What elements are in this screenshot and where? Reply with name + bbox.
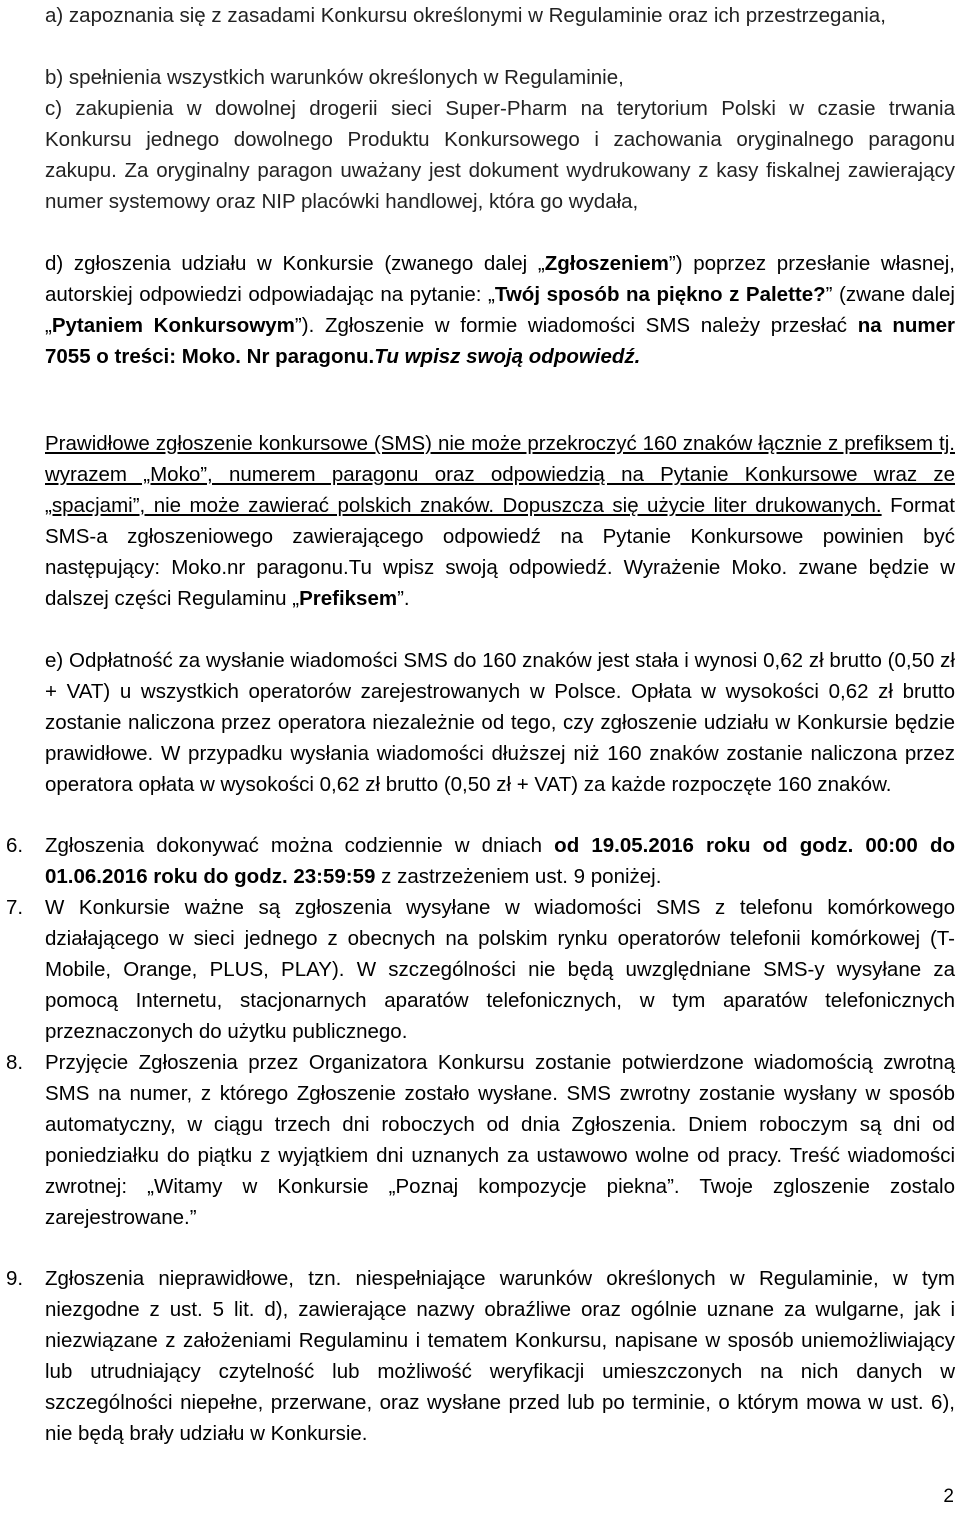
item-7 [45,892,955,1047]
paragraph-sms-text-2: Format SMS-a zgłoszeniowego zawierającego odpowiedź na Pytanie Konkursowe powinien być następujący: Moko.nr paragonu.Tu wpisz swoją odpowiedź. Wyrażenie Moko. zwane będzie w dalszej części Regulaminu „ [45,494,955,610]
item-8 [45,1047,955,1233]
item-6-number: 6. [6,834,24,857]
paragraph-d-bold-number: na numer 7055 o treści: Moko. Nr paragonu. [45,314,956,368]
item-6 [45,830,955,892]
paragraph-d-bold-italic: Tu wpisz swoją odpowiedź. [374,345,641,368]
paragraph-a [45,0,955,31]
item-6-text-2: z zastrzeżeniem ust. 9 poniżej. [375,865,662,888]
paragraph-sms-format [45,428,955,614]
item-8-number: 8. [6,1051,24,1074]
paragraph-c-text-2: Za oryginalny paragon uważany jest dokument wydrukowany z kasy fiskalnej zawierający numer systemowy oraz NIP placówki handlowej, która go wydała, [45,159,955,213]
item-9-text: Zgłoszenia nieprawidłowe, tzn. niespełniające warunków określonych w Regulaminie, w tym niezgodne z ust. 5 lit. d), zawierające nazwy obraźliwe oraz ogólnie uznane za wulgarne, jak i niezwiązane z założeniami Regulaminu i tematem Konkursu, napisane w sposób uniemożliwiający lub utrudniający czytelność lub możliwość weryfikacji umieszczonych na nich danych w szczególności niepełne, przerwane, oraz wysłane przed lub po terminie, o którym mowa w ust. 6), nie będą brały udziału w Konkursie. [45,1267,955,1445]
paragraph-d-bold-zgloszeniem: Zgłoszeniem [544,252,669,275]
paragraph-sms-underlined: Prawidłowe zgłoszenie konkursowe (SMS) nie może przekroczyć 160 znaków łącznie z prefiksem tj. wyrazem „Moko”, numerem paragonu oraz odpowiedzią na Pytanie Konkursowe wraz ze „spacjami”, nie może zawierać polskich znaków. Dopuszcza się użycie liter drukowanych. [45,432,955,517]
paragraph-d-text-7: ”). Zgłoszenie w formie wiadomości SMS należy przesłać [294,314,858,337]
paragraph-d-bold-pytaniem: Pytaniem Konkursowym [51,314,295,337]
paragraph-sms-text-4: ”. [397,587,410,610]
paragraph-e-text: e) Odpłatność za wysłanie wiadomości SMS do 160 znaków jest stała i wynosi 0,62 zł brutto (0,50 zł + VAT) u wszystkich operatorów zarejestrowanych w Polsce. Opłata w wysokości 0,62 zł brutto zostanie naliczona przez operatora niezależnie od tego, czy zgłoszenie udziału w Konkursie będzie prawidłowe. W przypadku wysłania wiadomości dłuższej niż 160 znaków zostanie naliczona przez operatora opłata w wysokości 0,62 zł brutto (0,50 zł + VAT) za każde rozpoczęte 160 znaków. [45,649,955,796]
paragraph-d-text-3: ”) poprzez przesłanie własnej, autorskiej odpowiedzi odpowiadając na pytanie: „ [45,252,955,306]
item-6-text-1: Zgłoszenia dokonywać można codziennie w dniach [45,834,555,857]
item-9 [45,1263,955,1449]
item-8-text: Przyjęcie Zgłoszenia przez Organizatora Konkursu zostanie potwierdzone wiadomością zwrotną SMS na numer, z którego Zgłoszenie zostało wysłane. SMS zwrotny zostanie wysłany w sposób automatyczny, w ciągu trzech dni roboczych od dnia Zgłoszenia. Dniem roboczym są dni od poniedziałku do piątku z wyjątkiem dni uznanych za ustawowo wolne od pracy. Treść wiadomości zwrotnej: „Witamy w Konkursie „Poznaj kompozycje piekna”. Twoje zgloszenie zostalo zarejestrowane.” [45,1051,955,1229]
paragraph-c-text-1: c) zakupienia w dowolnej drogerii sieci Super-Pharm na terytorium Polski w czasie trwania Konkursu jednego dowolnego Produktu Konkursowego i zachowania oryginalnego paragonu zakupu. [45,97,955,182]
item-7-number: 7. [6,896,24,919]
item-9-number: 9. [6,1267,24,1290]
paragraph-sms-bold-prefiksem: Prefiksem [299,587,398,610]
paragraph-e [45,645,955,800]
paragraph-c [45,93,955,217]
paragraph-d-text-5: ” (zwane dalej „ [45,283,955,337]
paragraph-d-bold-question: Twój sposób na piękno z Palette? [494,283,826,306]
paragraph-d-text-1: d) zgłoszenia udziału w Konkursie (zwanego dalej „ [45,252,545,275]
paragraph-a-text: a) zapoznania się z zasadami Konkursu określonymi w Regulaminie oraz ich przestrzegania, [45,4,886,27]
paragraph-b-text: b) spełnienia wszystkich warunków określonych w Regulaminie, [45,66,624,89]
paragraph-d [45,248,955,372]
item-7-text: W Konkursie ważne są zgłoszenia wysyłane w wiadomości SMS z telefonu komórkowego działającego w sieci jednego z obecnych na polskim rynku operatorów telefonii komórkowej (T-Mobile, Orange, PLUS, PLAY). W szczególności nie będą uwzględniane SMS-y wysyłane za pomocą Internetu, stacjonarnych aparatów telefonicznych, w tym aparatów telefonicznych przeznaczonych do użytku publicznego. [45,896,955,1043]
item-6-bold-dates: od 19.05.2016 roku od godz. 00:00 do 01.06.2016 roku do godz. 23:59:59 [45,834,955,888]
page-number: 2 [943,1486,954,1507]
paragraph-b [45,62,955,93]
